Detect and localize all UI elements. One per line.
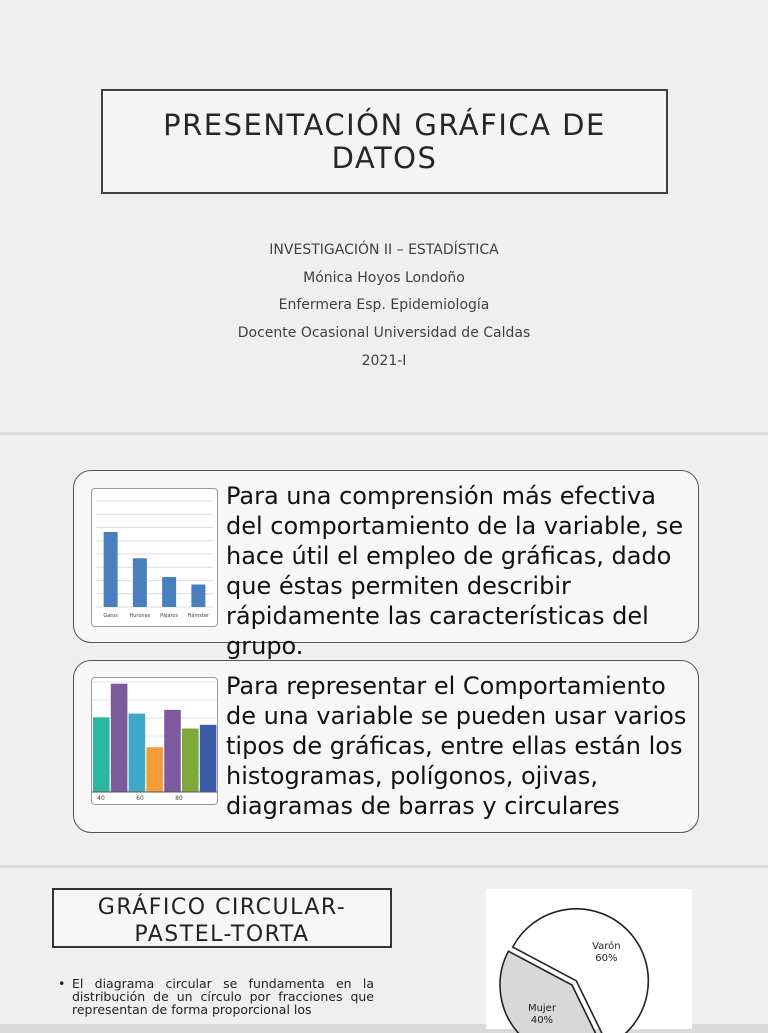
slice-percent: 40% [530, 1015, 554, 1027]
bar [104, 532, 118, 607]
histogram-chart [92, 678, 217, 804]
page-title: PRESENTACIÓN GRÁFICA DE DATOS [163, 107, 606, 175]
slice-percent: 60% [595, 952, 618, 964]
histogram-bar [93, 717, 110, 792]
histogram-bar [164, 710, 181, 792]
tick-label: 40 [97, 795, 105, 802]
bullet-icon: • [58, 976, 66, 991]
bar [191, 585, 205, 608]
histogram-bar [200, 725, 217, 792]
section-title: GRÁFICO CIRCULAR-PASTEL-TORTA [52, 888, 392, 948]
histogram-thumbnail [91, 677, 218, 805]
slice-label: Varón [592, 940, 621, 952]
pie-chart [486, 889, 692, 1029]
bar-chart [92, 489, 217, 626]
tick-label: Hurones [129, 613, 151, 619]
tick-label: Pájaros [160, 613, 179, 619]
tick-label: Hámster [187, 613, 210, 619]
profession-line: Enfermera Esp. Epidemiología [278, 297, 490, 313]
histogram-bar [111, 684, 128, 792]
course-line: INVESTIGACIÓN II – ESTADÍSTICA [269, 242, 499, 258]
affiliation-line: Docente Ocasional Universidad de Caldas [237, 325, 531, 341]
term-line: 2021-I [361, 353, 407, 369]
pie-description-text: El diagrama circular se fundamenta en la distribución de un círculo por fracciones que representan de forma proporcional los [72, 976, 374, 1017]
text-card-2 [73, 660, 699, 833]
histogram-bar [182, 729, 199, 792]
pie-description [58, 977, 374, 1016]
histogram-bar [146, 747, 163, 792]
histogram-bar [129, 714, 146, 792]
tick-label: Gatos [103, 613, 118, 619]
bar-chart-thumbnail [91, 488, 218, 627]
title-box [101, 89, 668, 194]
tick-label: 60 [136, 795, 144, 802]
card-1-text: Para una comprensión más efectiva del comportamiento de la variable, se hace útil el empleo de gráficas, dado que éstas permiten describir rápidamente las características del grupo. [226, 482, 684, 660]
card-2-text: Para representar el Comportamiento de una variable se pueden usar varios tipos de gráficas, entre ellas están los histogramas, polígonos, ojivas, diagramas de barras y circulares [226, 672, 687, 820]
bar [162, 577, 176, 607]
author-line: Mónica Hoyos Londoño [303, 270, 465, 286]
text-card-1 [73, 470, 699, 660]
bar [133, 558, 147, 607]
slice-label: Mujer [527, 1003, 556, 1015]
content-slide [0, 435, 768, 865]
pie-chart-slide [0, 868, 768, 1027]
title-slide [0, 0, 768, 432]
pie-chart-panel [486, 889, 692, 1029]
tick-label: 80 [175, 795, 183, 802]
